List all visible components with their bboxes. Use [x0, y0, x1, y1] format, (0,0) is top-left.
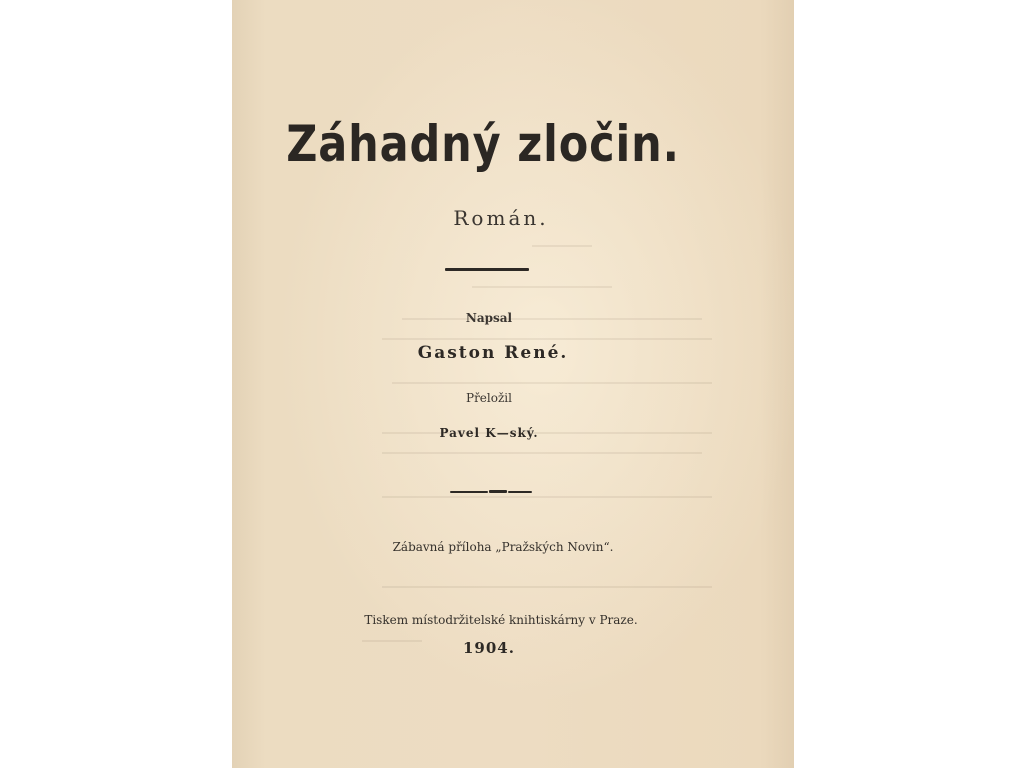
- written-by-label: Napsal: [465, 311, 513, 325]
- supplement-note: Zábavná příloha „Pražských Novin“.: [392, 540, 614, 554]
- book-title-page: [232, 0, 794, 768]
- decorative-rule-bottom: [508, 491, 532, 493]
- translator-name: Pavel K—ský.: [439, 426, 539, 440]
- show-through-mark: [382, 586, 712, 588]
- show-through-mark: [392, 382, 712, 384]
- book-title: Záhadný zločin.: [286, 115, 680, 173]
- decorative-rule-top: [445, 268, 529, 271]
- show-through-mark: [382, 452, 702, 454]
- book-subtitle: Román.: [453, 206, 549, 230]
- show-through-mark: [532, 245, 592, 247]
- show-through-mark: [472, 286, 612, 288]
- decorative-rule-bottom-center: [489, 490, 507, 493]
- show-through-mark: [382, 496, 712, 498]
- translated-by-label: Přeložil: [466, 391, 512, 405]
- author-name: Gaston René.: [417, 343, 569, 363]
- show-through-mark: [382, 338, 712, 340]
- publication-year: 1904.: [463, 639, 515, 657]
- printer-imprint: Tiskem místodržitelské knihtiskárny v Praze.: [364, 613, 638, 627]
- decorative-rule-bottom: [450, 491, 488, 493]
